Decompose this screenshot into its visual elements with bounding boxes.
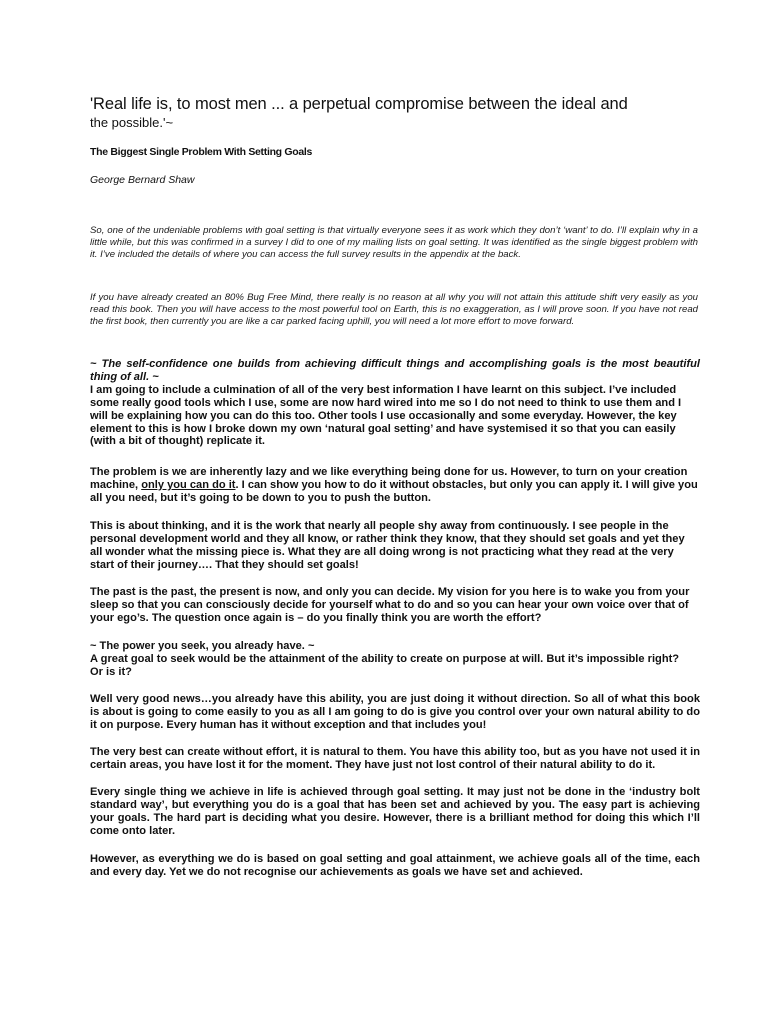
- paragraph-lazy: [90, 466, 700, 505]
- paragraph-thinking: [90, 520, 700, 572]
- paragraph-goal-attainment: [90, 853, 700, 879]
- thinking-text: This is about thinking, and it is the work that nearly all people shy away from continuously. I see people in the personal development world and they all know, or rather think they know, that they should set goals and yet they all wonder what the missing piece is. What they are all doing wrong is not practicing what they read at the very start of their journey…. That they should set goals!: [90, 520, 685, 571]
- self-confidence-quote: ~ The self-confidence one builds from achieving difficult things and accomplishing goals is the most beautiful thing of all. ~: [90, 358, 700, 383]
- good-news-text: Well very good news…you already have this ability, you are just doing it without direction. So all of what this book is about is going to come easily to you as all I am going to do is give you control over your own natural ability to do it on purpose. Every human has it without exception and that includes you!: [90, 693, 700, 731]
- quote-line-1: 'Real life is, to most men ... a perpetual compromise between the ideal and: [90, 95, 628, 113]
- power-text: A great goal to seek would be the attainment of the ability to create on purpose at will. But it’s impossible right? Or is it?: [90, 652, 680, 678]
- paragraph-every-single-thing: [90, 786, 700, 838]
- paragraph-survey: So, one of the undeniable problems with goal setting is that virtually everyone sees it as work which they don’t ‘want’ to do. I’ll explain why in a little while, but this was confirmed in a survey I did to one of my mailing lists on goal setting. It was identified as the single biggest problem with it. I’ve included the details of where you can access the full survey results in the appendix at the back.: [90, 225, 698, 260]
- paragraph-very-best: [90, 746, 700, 772]
- quote-author: George Bernard Shaw: [90, 174, 195, 186]
- paragraph-good-news: [90, 693, 700, 732]
- section-title: The Biggest Single Problem With Setting Goals: [90, 146, 313, 158]
- very-best-text: The very best can create without effort, it is natural to them. You have this ability too, but as you have not used it in certain areas, you have lost it for the moment. They have just not lost control of their natural ability to do it.: [90, 746, 700, 771]
- lazy-text-b: . I can show you how to do it without obstacles, but only you can apply it. I will give you all you need, but it’s going to be down to you to push the button.: [90, 478, 698, 504]
- quote-line-2: the possible.'~: [90, 115, 174, 130]
- paragraph-culmination: I am going to include a culmination of all of the very best information I have learnt on this subject. I’ve included some really good tools which I use, some are now hard wired into me so I do not need to think to use them and I will be explaining how you can do this too. Other tools I use occasionally and some everyday. However, the key element to this is how I broke down my own ‘natural goal setting’ and have systemised it so that you can easily (with a bit of thought) replicate it.: [90, 383, 682, 448]
- lazy-text-a: The problem is we are inherently lazy and we like everything being done for us. However, to turn on your creation machine,: [90, 466, 688, 491]
- past-text: The past is the past, the present is now, and only you can decide. My vision for you here is to wake you from your sleep so that you can consciously decide for yourself what to do and so you can hear your own voice over that of your ego’s. The question once again is – do you finally think you are worth the effort?: [90, 586, 690, 624]
- paragraph-power: [90, 640, 700, 679]
- power-heading: ~ The power you seek, you already have. ~: [90, 640, 315, 652]
- every-single-thing-text: Every single thing we achieve in life is achieved through goal setting. It may just not be done in the ‘industry bolt standard way’, but everything you do is a goal that has been set and achieved by you. The easy part is achieving your goals. The hard part is deciding what you desire. However, there is a brilliant method for doing this which I’ll come onto later.: [90, 786, 700, 837]
- goal-attainment-text: However, as everything we do is based on goal setting and goal attainment, we achieve goals all of the time, each and every day. Yet we do not recognise our achievements as goals we have set and achieved.: [90, 853, 700, 878]
- paragraph-bug-free-mind: If you have already created an 80% Bug Free Mind, there really is no reason at all why you will not attain this attitude shift very easily as you read this book. Then you will have access to the most powerful tool on Earth, this is no exaggeration, as I will prove soon. If you have not read the first book, then currently you are like a car parked facing uphill, you will need a lot more effort to move forward.: [90, 292, 698, 327]
- paragraph-past: [90, 586, 700, 625]
- underlined-emphasis: only you can do it: [141, 478, 236, 491]
- paragraph-self-confidence: [90, 358, 700, 448]
